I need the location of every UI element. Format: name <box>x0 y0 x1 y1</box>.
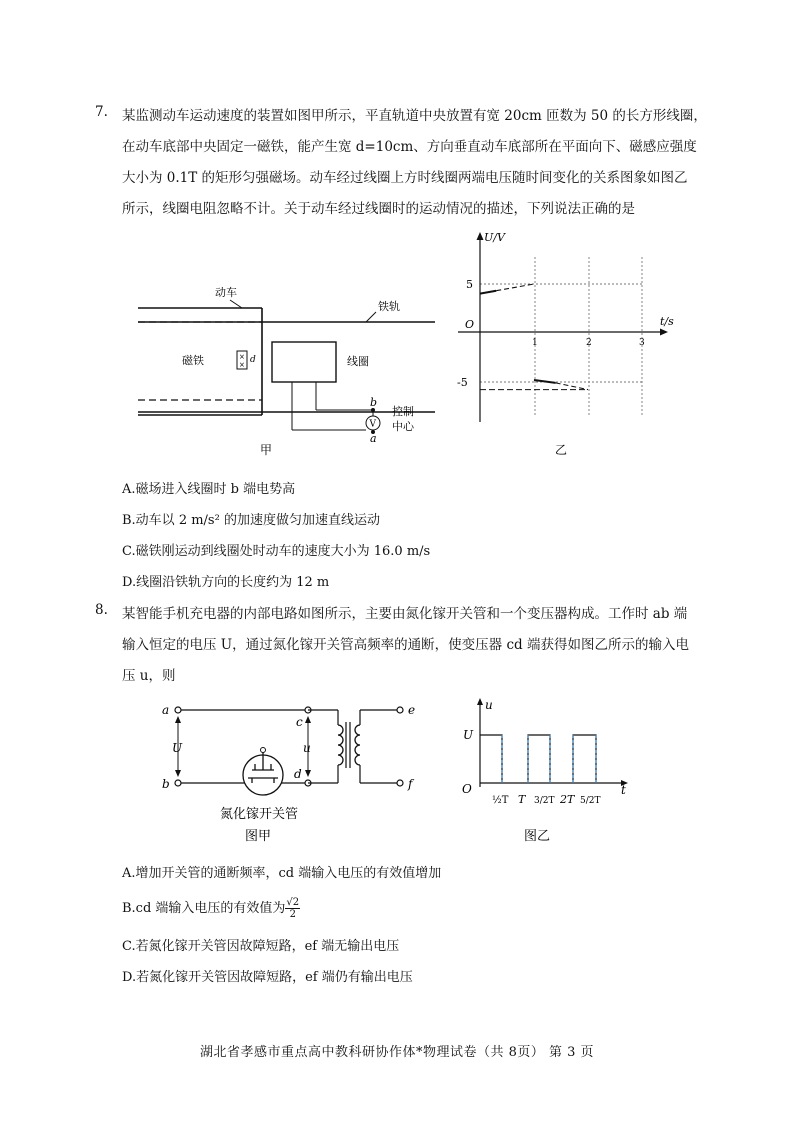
chart-xlabel: t/s <box>660 315 674 328</box>
magnet-label: 磁铁 <box>182 354 204 367</box>
terminal-e <box>397 707 403 713</box>
q7-line-3: 大小为 0.1T 的矩形匀强磁场。动车经过线圈上方时线圈两端电压随时间变化的关系图象如图乙 <box>122 170 688 186</box>
switch-caption: 氮化镓开关管 <box>220 807 299 822</box>
terminal-a-label: a <box>370 432 377 445</box>
magnet-width-label: d <box>250 355 256 365</box>
chart-origin: O <box>465 318 475 331</box>
series-positive-dashed <box>496 284 534 291</box>
terminal-a <box>175 707 181 713</box>
label-a: a <box>162 703 170 717</box>
q8-option-a[interactable]: A.增加开关管的通断频率，cd 端输入电压的有效值增加 <box>122 866 442 881</box>
q8-circuit-figure <box>160 700 430 850</box>
label-c: c <box>296 715 303 729</box>
wave-xtick-T: T <box>518 793 526 806</box>
coil-label: 线圈 <box>347 355 369 368</box>
chart-xtick-3: 3 <box>639 338 645 348</box>
q8-option-d[interactable]: D.若氮化镓开关管因故障短路，ef 端仍有输出电压 <box>122 970 413 985</box>
rail-label: 铁轨 <box>378 300 400 313</box>
q7-line-4: 所示，线圈电阻忽略不计。关于动车经过线圈时的运动情况的描述，下列说法正确的是 <box>122 201 635 217</box>
primary-coil-icon <box>338 725 343 765</box>
voltmeter-label: V <box>369 419 376 430</box>
control-center-label-1: 控制 <box>392 405 414 418</box>
label-d: d <box>294 767 302 781</box>
q7-option-d[interactable]: D.线圈沿铁轨方向的长度约为 12 m <box>122 575 330 590</box>
label-e: e <box>408 703 416 717</box>
svg-text:×: × <box>239 353 245 361</box>
terminal-b-label: b <box>370 396 378 409</box>
wave-xtick-3-2T: 3/2T <box>534 796 555 806</box>
q8-line-1: 某智能手机充电器的内部电路如图所示，主要由氮化镓开关管和一个变压器构成。工作时 ab 端 <box>122 606 688 622</box>
voltage-time-chart <box>458 232 668 422</box>
terminal-f <box>397 780 403 786</box>
q8-line-3: 压 u，则 <box>122 668 176 684</box>
fraction-denominator: 2 <box>289 909 296 920</box>
figure-yi-caption-q8: 图乙 <box>524 829 551 844</box>
control-center-label-2: 中心 <box>392 420 414 433</box>
figure-jia-caption: 甲 <box>260 443 273 457</box>
q8-square-wave-figure <box>458 695 638 850</box>
chart-xtick-1: 1 <box>532 338 538 348</box>
secondary-coil-icon <box>355 725 360 765</box>
figure-jia-caption-q8: 图甲 <box>245 829 272 844</box>
figure-yi-caption: 乙 <box>555 443 568 457</box>
wave-xtick-half-T: ½T <box>492 795 509 806</box>
q7-line-2: 在动车底部中央固定一磁铁，能产生宽 d=10cm、方向垂直动车底部所在平面向下、磁感应强度 <box>122 139 697 155</box>
fraction-numerator: √2 <box>286 897 300 908</box>
wave-ytick-U: U <box>463 728 474 742</box>
svg-text:×: × <box>239 361 245 369</box>
wave-origin: O <box>462 782 472 796</box>
series-positive-solid <box>480 291 496 294</box>
series-negative-dashed <box>556 383 588 390</box>
question-7-number: 7. <box>95 104 108 120</box>
q7-line-1: 某监测动车运动速度的装置如图甲所示，平直轨道中央放置有宽 20cm 匝数为 50 的长方形线圈， <box>122 108 707 124</box>
q7-option-b[interactable]: B.动车以 2 m/s² 的加速度做匀加速直线运动 <box>122 513 380 528</box>
train-label: 动车 <box>215 286 237 299</box>
label-b: b <box>162 777 170 791</box>
chart-ytick-neg5: -5 <box>457 376 468 389</box>
terminal-b <box>175 780 181 786</box>
wave-ylabel: u <box>485 698 493 712</box>
q8-option-b[interactable] <box>122 897 300 920</box>
chart-xtick-2: 2 <box>586 338 592 348</box>
wave-xtick-2T: 2T <box>560 793 575 806</box>
q7-option-a[interactable]: A.磁场进入线圈时 b 端电势高 <box>122 482 296 497</box>
question-8-number: 8. <box>95 602 108 618</box>
label-U: U <box>172 741 183 755</box>
q7-figure-yi-chart <box>450 222 690 462</box>
chart-ylabel: U/V <box>484 231 505 244</box>
sqrt2-over-2-fraction <box>285 897 300 920</box>
label-f: f <box>408 777 413 791</box>
q8-option-b-prefix: B.cd 端输入电压的有效值为 <box>122 901 286 916</box>
wave-xlabel: t <box>621 783 626 797</box>
q8-line-2: 输入恒定的电压 U，通过氮化镓开关管高频率的通断，使变压器 cd 端获得如图乙所示的输入电 <box>122 637 689 653</box>
q7-option-c[interactable]: C.磁铁刚运动到线圈处时动车的速度大小为 16.0 m/s <box>122 544 431 559</box>
page-footer: 湖北省孝感市重点高中教科研协作体*物理试卷（共 8页） 第 3 页 <box>199 1045 595 1060</box>
coil-icon <box>272 342 336 382</box>
chart-ytick-5: 5 <box>466 278 473 291</box>
label-u: u <box>303 741 311 755</box>
q8-option-c[interactable]: C.若氮化镓开关管因故障短路，ef 端无输出电压 <box>122 939 400 954</box>
q7-figure-jia <box>130 272 450 462</box>
wave-xtick-5-2T: 5/2T <box>580 796 601 806</box>
